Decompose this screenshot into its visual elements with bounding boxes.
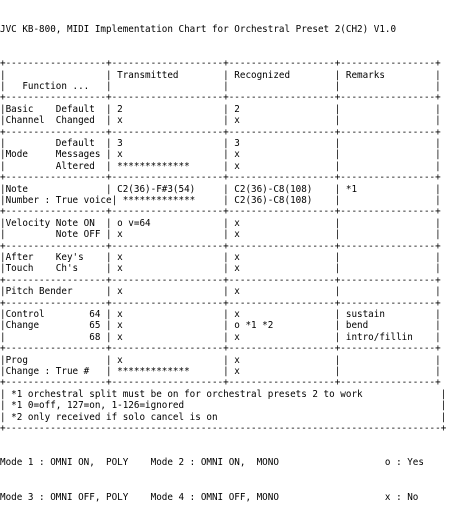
table-line: |Basic Default | 2 | 2 | |: [0, 103, 441, 115]
table-line: +------------------+--------------------+-------------------+-----------------+: [0, 126, 441, 138]
table-line: |Prog | x | x | |: [0, 354, 441, 366]
mode-legend-line-2: Mode 3 : OMNI OFF, POLY Mode 4 : OMNI OFF, MONO x : No: [0, 491, 419, 503]
table-line: |Mode Messages | x | x | |: [0, 149, 441, 161]
table-line: | Note OFF | x | x | |: [0, 229, 441, 241]
table-line: +------------------+--------------------+-------------------+-----------------+: [0, 377, 441, 389]
table-line: | *2 only received if solo cancel is on |: [0, 411, 447, 423]
table-line: +------------------+--------------------+-------------------+-----------------+: [0, 297, 441, 309]
mode-legend-line-1: Mode 1 : OMNI ON, POLY Mode 2 : OMNI ON, MONO o : Yes: [0, 457, 424, 469]
table-line: | *1 orchestral split must be on for orchestral presets 2 to work |: [0, 388, 447, 400]
table-line: +------------------+--------------------+-------------------+-----------------+: [0, 58, 441, 70]
table-line: |Change 65 | x | o *1 *2 | bend |: [0, 320, 441, 332]
chart-title: JVC KB-800, MIDI Implementation Chart for Orchestral Preset 2(CH2) V1.0: [0, 23, 397, 35]
table-line: +------------------+--------------------+-------------------+-----------------+: [0, 274, 441, 286]
table-line: +------------------+--------------------+-------------------+-----------------+: [0, 172, 441, 184]
table-line: +------------------+--------------------+-------------------+-----------------+: [0, 206, 441, 218]
table-line: +------------------+--------------------+-------------------+-----------------+: [0, 343, 441, 355]
implementation-table: [0, 58, 446, 434]
table-line: |After Key's | x | x | |: [0, 252, 441, 263]
table-line: |Number : True voice| ************* | C2(36)-C8(108) | |: [0, 194, 441, 206]
table-line: |Channel Changed | x | x | |: [0, 115, 441, 127]
table-line: |Control 64 | x | x | sustain |: [0, 309, 441, 321]
table-line: +------------------+--------------------+-------------------+-----------------+: [0, 240, 441, 252]
table-line: |Velocity Note ON | o v=64 | x | |: [0, 217, 441, 229]
table-line: |Pitch Bender | x | x | |: [0, 286, 441, 298]
table-line: | Default | 3 | 3 | |: [0, 137, 441, 149]
table-line: | 68 | x | x | intro/fillin |: [0, 331, 441, 343]
table-line: | Altered | ************* | x | |: [0, 160, 441, 172]
table-line: | | Transmitted | Recognized | Remarks |: [0, 69, 441, 81]
table-line: |Touch Ch's | x | x | |: [0, 263, 441, 275]
table-line: +------------------------------------------------------------------------------+: [0, 423, 447, 435]
table-line: |Change : True # | ************* | x | |: [0, 366, 441, 378]
table-line: |Note | C2(36)-F#3(54) | C2(36)-C8(108) | *1 |: [0, 183, 441, 195]
table-line: | *1 0=off, 127=on, 1-126=ignored |: [0, 400, 447, 412]
midi-implementation-chart: [0, 1, 446, 514]
table-line: +------------------+--------------------+-------------------+-----------------+: [0, 92, 441, 104]
table-line: | Function ... | | | |: [0, 80, 441, 92]
